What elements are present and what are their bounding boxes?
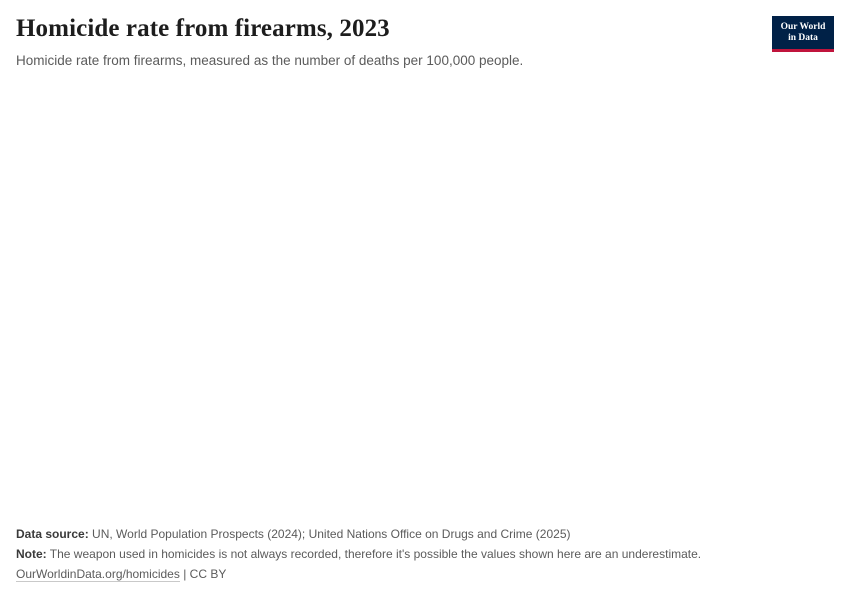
owid-logo-line-2: in Data <box>788 32 818 43</box>
note-label: Note: <box>16 547 47 561</box>
data-source-line <box>16 524 834 544</box>
note-line <box>16 544 834 564</box>
owid-url-link[interactable]: OurWorldinData.org/homicides <box>16 567 180 581</box>
chart-footer <box>16 524 834 584</box>
data-source-text: UN, World Population Prospects (2024); United Nations Office on Drugs and Crime (2025) <box>92 527 571 541</box>
owid-logo[interactable] <box>772 16 834 52</box>
footer-separator: | <box>183 567 187 581</box>
owid-logo-line-1: Our World <box>780 21 826 32</box>
license-text: CC BY <box>189 567 227 581</box>
page-title: Homicide rate from firearms, 2023 <box>16 15 390 42</box>
note-text: The weapon used in homicides is not always recorded, therefore it's possible the values shown here are an underestimate. <box>49 547 702 561</box>
chart-header <box>16 14 834 70</box>
map-plot-area[interactable] <box>16 84 834 518</box>
chart-subtitle: Homicide rate from firearms, measured as the number of deaths per 100,000 people. <box>16 53 524 68</box>
data-source-label: Data source: <box>16 527 89 541</box>
license-line <box>16 564 834 584</box>
